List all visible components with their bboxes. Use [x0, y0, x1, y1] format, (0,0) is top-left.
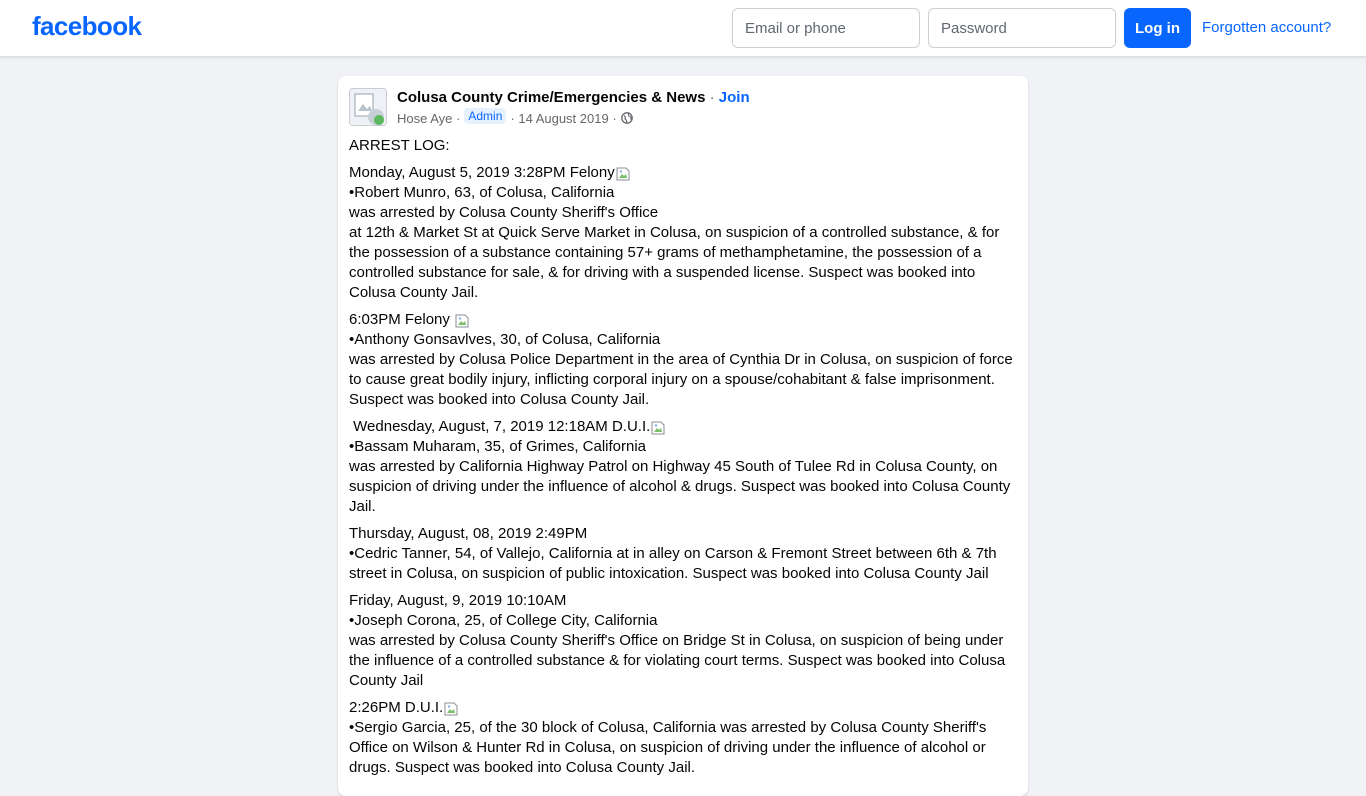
post-paragraph	[349, 310, 1019, 410]
forgot-account-link[interactable]: Forgotten account?	[1202, 19, 1332, 36]
post-date[interactable]: 14 August 2019	[518, 110, 609, 126]
post-paragraph	[349, 417, 1019, 517]
paragraph-heading: 6:03PM Felony	[349, 311, 455, 328]
group-avatar[interactable]	[349, 88, 387, 126]
author-name[interactable]: Hose Aye	[397, 110, 453, 126]
separator: ·	[510, 110, 519, 126]
post-body	[349, 136, 1019, 785]
post-meta	[397, 110, 633, 126]
paragraph-line: was arrested by Colusa Police Department in the area of Cynthia Dr in Colusa, on suspicion of force to cause great bodily injury, inflicting corporal injury on a spouse/cohabitant & false imprisonment. Suspect was booked into Colusa County Jail.	[349, 351, 1013, 408]
join-link[interactable]: Join	[718, 89, 750, 106]
email-input[interactable]	[732, 8, 920, 48]
paragraph-line: •Bassam Muharam, 35, of Grimes, California	[349, 438, 647, 455]
group-name-link[interactable]: Colusa County Crime/Emergencies & News	[397, 89, 706, 106]
paragraph-line: •Joseph Corona, 25, of College City, California	[349, 612, 658, 629]
paragraph-line: •Sergio Garcia, 25, of the 30 block of Colusa, California was arrested by Colusa County Sheriff's Office on Wilson & Hunter Rd in Colusa, on suspicion of driving under the influence of alcohol or drugs. Suspect was booked into Colusa County Jail.	[349, 719, 987, 776]
top-navbar	[0, 0, 1366, 57]
paragraph-line: •Robert Munro, 63, of Colusa, California	[349, 184, 615, 201]
paragraph-line: •Anthony Gonsavlves, 30, of Colusa, California	[349, 331, 661, 348]
paragraph-heading: Monday, August 5, 2019 3:28PM Felony	[349, 164, 615, 181]
separator: ·	[705, 89, 719, 106]
post-paragraph	[349, 591, 1019, 691]
paragraph-heading: 2:26PM D.U.I.	[349, 699, 444, 716]
separator: ·	[452, 110, 461, 126]
facebook-logo[interactable]: facebook	[32, 11, 142, 41]
password-input[interactable]	[928, 8, 1116, 48]
post-paragraph	[349, 163, 1019, 303]
post-header-title	[397, 89, 750, 106]
admin-badge: Admin	[464, 108, 506, 124]
broken-image-icon	[454, 313, 470, 329]
post-paragraph	[349, 524, 1019, 584]
paragraph-line: •Cedric Tanner, 54, of Vallejo, California at in alley on Carson & Fremont Street between 6th & 7th street in Colusa, on suspicion of public intoxication. Suspect was booked into Colusa County Jail	[349, 545, 997, 582]
broken-image-icon	[443, 701, 459, 717]
paragraph-line: was arrested by California Highway Patrol on Highway 45 South of Tulee Rd in Colusa County, on suspicion of driving under the influence of alcohol & drugs. Suspect was booked into Colusa County Jail.	[349, 458, 1011, 515]
paragraph-heading: Thursday, August, 08, 2019 2:49PM	[349, 525, 588, 542]
broken-image-icon	[615, 166, 631, 182]
broken-image-icon	[650, 420, 666, 436]
post-paragraph	[349, 698, 1019, 778]
post-paragraph	[349, 136, 1019, 156]
paragraph-heading: Friday, August, 9, 2019 10:10AM	[349, 592, 567, 609]
paragraph-line: was arrested by Colusa County Sheriff's Office on Bridge St in Colusa, on suspicion of being under the influence of a controlled substance & for violating court terms. Suspect was booked into Colusa County Jail	[349, 632, 1006, 689]
paragraph-line: at 12th & Market St at Quick Serve Market in Colusa, on suspicion of a controlled substance, & for the possession of a substance containing 57+ grams of methamphetamine, the possession of a controlled substance for sale, & for driving with a suspended license. Suspect was booked into Colusa County Jail.	[349, 224, 1000, 301]
paragraph-line: was arrested by Colusa County Sheriff's Office	[349, 204, 659, 221]
paragraph-heading: Wednesday, August, 7, 2019 12:18AM D.U.I.	[349, 418, 651, 435]
separator: ·	[608, 110, 617, 126]
paragraph-heading: ARREST LOG:	[349, 137, 450, 154]
globe-icon	[621, 112, 633, 124]
post-card	[338, 76, 1028, 796]
login-button[interactable]: Log in	[1124, 8, 1191, 48]
